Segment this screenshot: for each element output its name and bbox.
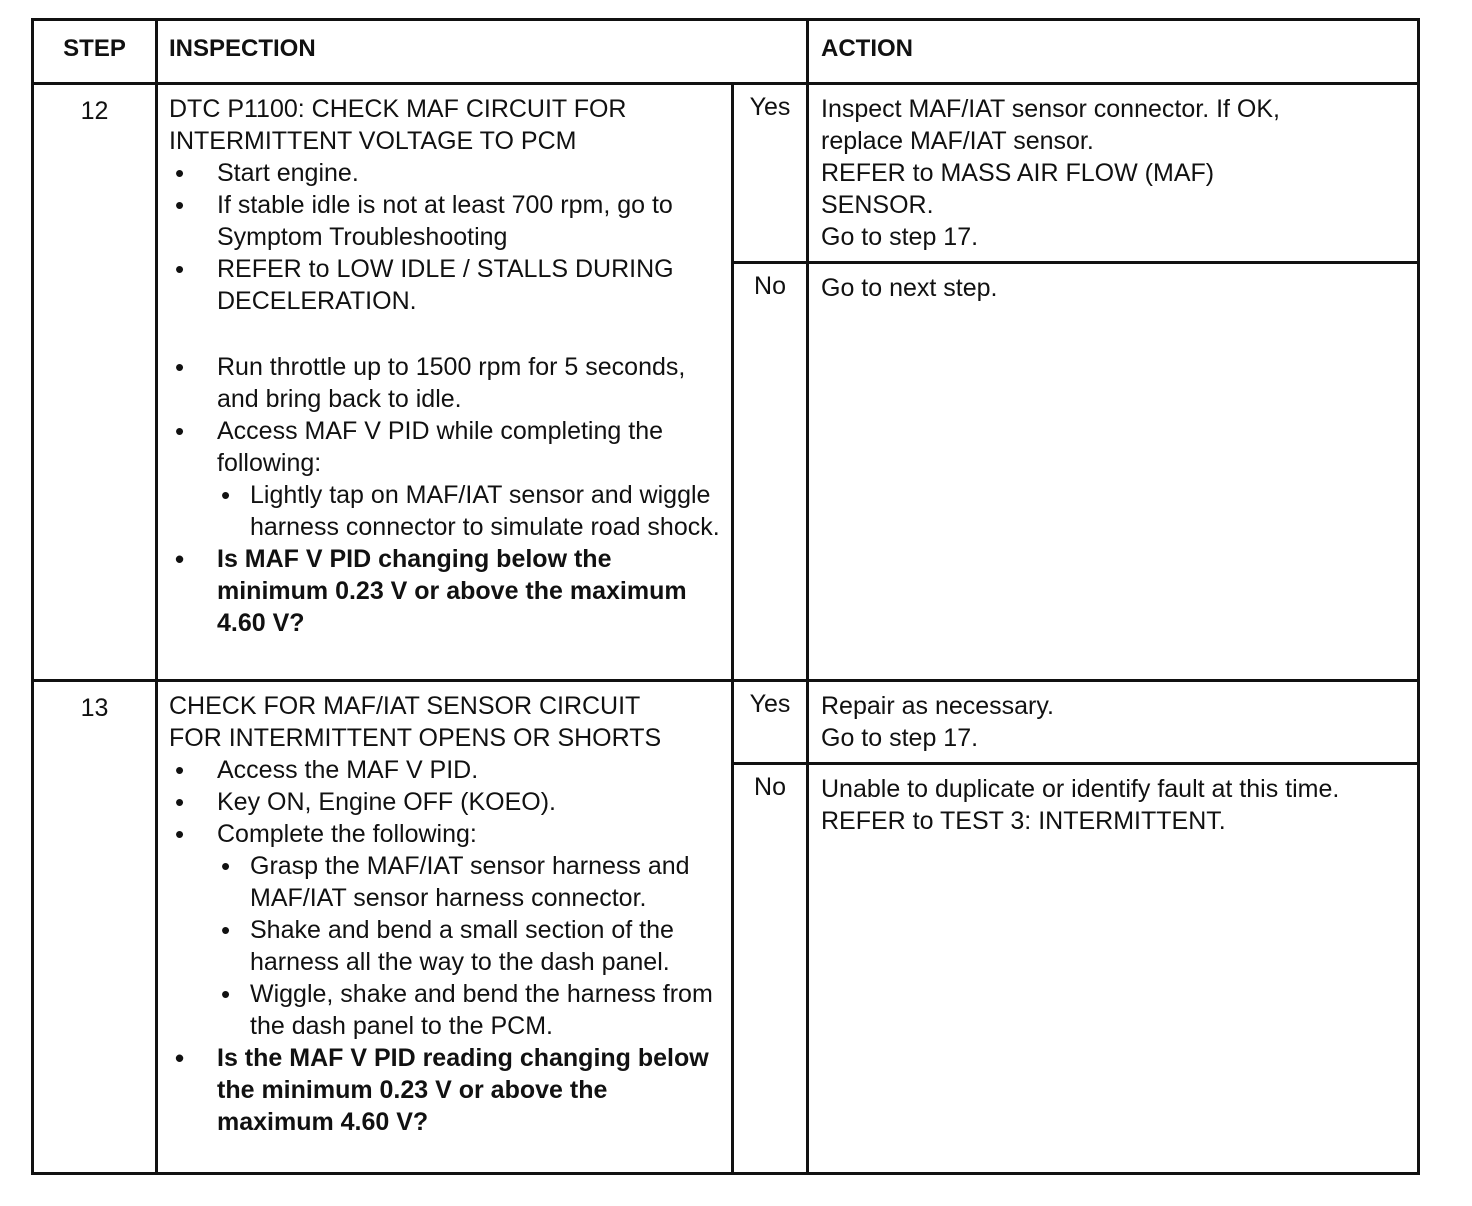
no-action	[808, 764, 1419, 1174]
question-item: • Is the MAF V PID reading changing below the minimum 0.23 V or above the maximum 4.60 V?	[169, 1042, 723, 1138]
yes-label: Yes	[733, 84, 808, 263]
bullet-text: Complete the following:	[217, 820, 477, 848]
header-step: STEP	[33, 20, 157, 84]
step-title-line: DTC P1100: CHECK MAF CIRCUIT FOR	[169, 95, 627, 123]
step-12-yes-row	[33, 84, 1419, 263]
sub-bullet-item: • Grasp the MAF/IAT sensor harness and MAF/IAT sensor harness connector.	[217, 850, 723, 914]
step-number: 12	[33, 84, 157, 681]
bullet-item	[169, 415, 723, 543]
action-line: replace MAF/IAT sensor.	[821, 127, 1094, 155]
step-number: 13	[33, 681, 157, 1174]
action-line: Go to step 17.	[821, 724, 979, 752]
action-line: Go to next step.	[821, 274, 998, 302]
sub-bullet-list	[217, 479, 723, 543]
sub-bullet-item: • Lightly tap on MAF/IAT sensor and wiggle harness connector to simulate road shock.	[217, 479, 723, 543]
bullet-list	[169, 351, 723, 639]
step-13-yes-row	[33, 681, 1419, 764]
action-line: Inspect MAF/IAT sensor connector. If OK,	[821, 95, 1280, 123]
step-title-line: FOR INTERMITTENT OPENS OR SHORTS	[169, 724, 662, 752]
action-line: Go to step 17.	[821, 223, 979, 251]
action-line: Unable to duplicate or identify fault at this time.	[821, 775, 1340, 803]
bullet-item: • If stable idle is not at least 700 rpm, go to Symptom Troubleshooting	[169, 189, 723, 253]
step-12-inspection	[157, 84, 733, 681]
question-item: • Is MAF V PID changing below the minimum 0.23 V or above the maximum 4.60 V?	[169, 543, 723, 639]
sub-bullet-list	[217, 850, 723, 1042]
bullet-item: • Key ON, Engine OFF (KOEO).	[169, 786, 723, 818]
header-row	[33, 20, 1419, 84]
bullet-item: • Access the MAF V PID.	[169, 754, 723, 786]
yes-action	[808, 681, 1419, 764]
no-label: No	[733, 263, 808, 681]
step-title-line: INTERMITTENT VOLTAGE TO PCM	[169, 127, 577, 155]
diagnostic-table	[31, 18, 1420, 1175]
bullet-text: Access MAF V PID while completing the following:	[217, 417, 663, 477]
step-title-line: CHECK FOR MAF/IAT SENSOR CIRCUIT	[169, 692, 641, 720]
header-action: ACTION	[808, 20, 1419, 84]
bullet-item: • REFER to LOW IDLE / STALLS DURING DECELERATION.	[169, 253, 723, 317]
bullet-list	[169, 157, 723, 317]
bullet-item: • Start engine.	[169, 157, 723, 189]
no-action	[808, 263, 1419, 681]
action-line: REFER to TEST 3: INTERMITTENT.	[821, 807, 1226, 835]
header-inspection: INSPECTION	[157, 20, 808, 84]
no-label: No	[733, 764, 808, 1174]
action-line: SENSOR.	[821, 191, 934, 219]
action-line: REFER to MASS AIR FLOW (MAF)	[821, 159, 1215, 187]
yes-label: Yes	[733, 681, 808, 764]
yes-action	[808, 84, 1419, 263]
sub-bullet-item: • Wiggle, shake and bend the harness from the dash panel to the PCM.	[217, 978, 723, 1042]
bullet-item: • Run throttle up to 1500 rpm for 5 seconds, and bring back to idle.	[169, 351, 723, 415]
sub-bullet-item: • Shake and bend a small section of the harness all the way to the dash panel.	[217, 914, 723, 978]
action-line: Repair as necessary.	[821, 692, 1054, 720]
bullet-list	[169, 754, 723, 1138]
step-13-inspection	[157, 681, 733, 1174]
bullet-item	[169, 818, 723, 1042]
